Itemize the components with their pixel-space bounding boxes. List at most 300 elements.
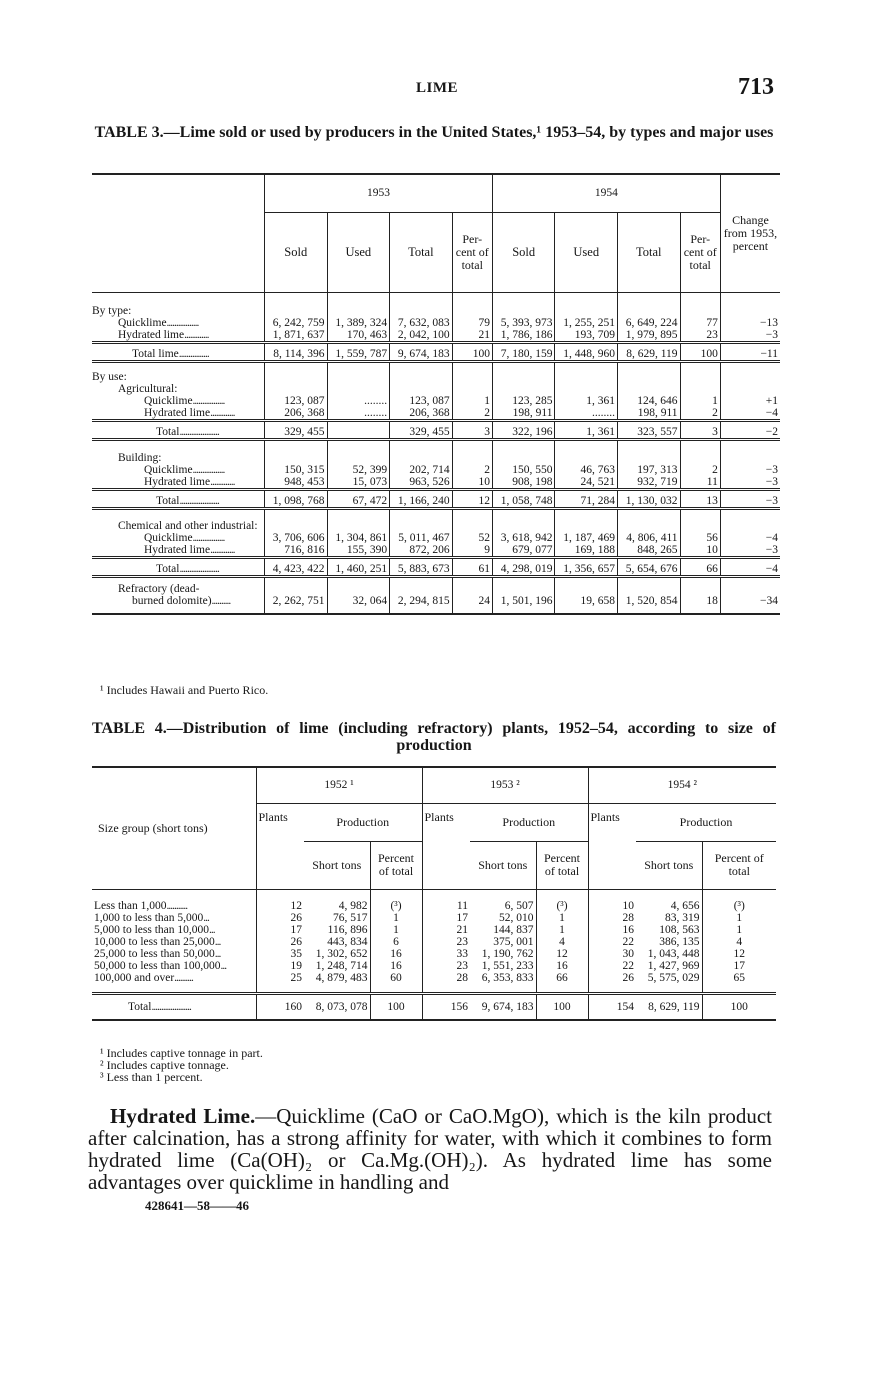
table-cell: 1, 460, 251 xyxy=(327,558,390,577)
table-cell: 322, 196 xyxy=(492,421,555,440)
table-cell-empty xyxy=(680,383,720,395)
table-cell: −11 xyxy=(720,342,780,361)
table-cell: −4 xyxy=(720,407,780,421)
table-cell-empty xyxy=(265,583,328,595)
table-cell: 375, 001 xyxy=(493,935,534,948)
row-label: 1,000 to less than 5,000... xyxy=(94,911,209,924)
table-cell: 198, 911 xyxy=(492,407,555,421)
table-cell: 1 xyxy=(702,912,776,924)
table-cell: 116, 896 xyxy=(327,923,368,936)
table-cell: 872, 206 xyxy=(390,544,453,558)
table-cell: 7, 632, 083 xyxy=(390,317,453,329)
table-cell-empty xyxy=(492,383,555,395)
table-cell: 60 xyxy=(370,972,422,994)
row-label: 100,000 and over.......... xyxy=(94,971,193,984)
table-cell: 6, 507 xyxy=(504,899,534,912)
table-cell: 17 xyxy=(702,960,776,972)
t4-shorttons-1954: Short tons xyxy=(636,841,702,889)
table-cell: 6, 649, 224 xyxy=(618,317,681,329)
table-cell: 3 xyxy=(452,421,492,440)
table-row xyxy=(92,948,776,960)
table-cell: −4 xyxy=(720,532,780,544)
t4-percent-1952: Percent of total xyxy=(370,841,422,889)
table-cell-empty xyxy=(555,292,618,317)
table-cell-empty xyxy=(720,446,780,464)
table-row xyxy=(92,317,780,329)
table-cell: 1, 979, 895 xyxy=(618,329,681,343)
table-cell: 9 xyxy=(452,544,492,558)
t4-percent-1954: Percent of total xyxy=(702,841,776,889)
table-cell: 1, 302, 652 xyxy=(315,947,368,960)
table-cell: 197, 313 xyxy=(618,464,681,476)
table-cell: 1, 043, 448 xyxy=(647,947,700,960)
table-cell-empty xyxy=(555,514,618,532)
table-cell: 1, 166, 240 xyxy=(390,489,453,508)
table-cell: 56 xyxy=(680,532,720,544)
table-cell: 1, 871, 637 xyxy=(265,329,328,343)
table-cell: 443, 834 xyxy=(327,935,368,948)
table-cell: (³) xyxy=(370,889,422,912)
table-cell: 61 xyxy=(452,558,492,577)
table-cell: 8, 114, 396 xyxy=(265,342,328,361)
table-cell: 18 xyxy=(680,595,720,614)
table-cell: 5, 883, 673 xyxy=(390,558,453,577)
t4-footnote: ¹ Includes captive tonnage in part. xyxy=(100,1046,263,1060)
leader-dots: ................. xyxy=(166,316,199,329)
table-row xyxy=(92,407,780,421)
table-cell: 52, 399 xyxy=(327,464,390,476)
table-cell: 5, 654, 676 xyxy=(618,558,681,577)
leader-dots: ............. xyxy=(184,328,209,341)
table-cell: 170, 463 xyxy=(327,329,390,343)
table-cell: 35 xyxy=(256,948,304,960)
table-cell: 100 xyxy=(680,342,720,361)
table-cell-empty xyxy=(492,446,555,464)
row-label: Building: xyxy=(118,451,162,464)
table-total-row xyxy=(92,342,780,361)
t4-size-header: Size group (short tons) xyxy=(92,767,256,889)
row-label: Hydrated lime............. xyxy=(118,328,209,341)
row-label: Refractory (dead- xyxy=(118,582,200,595)
table-total-row xyxy=(92,421,780,440)
table-row xyxy=(92,972,776,994)
table-cell: ........ xyxy=(555,407,618,421)
row-label: Hydrated lime............. xyxy=(144,544,235,556)
table-cell: 66 xyxy=(536,972,588,994)
table-row xyxy=(92,476,780,490)
table-cell: 1, 356, 657 xyxy=(555,558,618,577)
table-cell-empty xyxy=(492,367,555,383)
table-cell: ........ xyxy=(327,407,390,421)
table-cell-empty xyxy=(618,383,681,395)
row-label: 10,000 to less than 25,000... xyxy=(94,935,221,948)
table-cell: 206, 368 xyxy=(390,407,453,421)
t4-production-1953: Production xyxy=(470,803,588,841)
row-label: Hydrated lime............. xyxy=(144,475,235,488)
table-cell-empty xyxy=(680,514,720,532)
table-cell-empty xyxy=(618,292,681,317)
row-label: Total..................... xyxy=(92,993,256,1020)
table-cell: 76, 517 xyxy=(333,911,368,924)
leader-dots: ... xyxy=(214,935,221,948)
t4-footnote: ³ Less than 1 percent. xyxy=(100,1070,203,1084)
table-cell: 4, 423, 422 xyxy=(265,558,328,577)
table-cell: 4, 879, 483 xyxy=(315,971,368,984)
table-cell-empty xyxy=(390,446,453,464)
table-cell-empty xyxy=(265,367,328,383)
t3-col-header: Per-cent of total xyxy=(452,212,492,292)
table-cell: 7, 180, 159 xyxy=(492,342,555,361)
table-cell: 155, 390 xyxy=(327,544,390,558)
table-cell-empty xyxy=(680,292,720,317)
row-label: Quicklime................. xyxy=(144,395,225,407)
table-cell-empty xyxy=(327,446,390,464)
table-cell-empty xyxy=(555,446,618,464)
t3-change-header: Change from 1953, percent xyxy=(720,174,780,292)
table-row xyxy=(92,532,780,544)
table-cell: 908, 198 xyxy=(492,476,555,490)
table-cell: 24, 521 xyxy=(555,476,618,490)
t3-col-header: Sold xyxy=(492,212,555,292)
table-cell: 323, 557 xyxy=(618,421,681,440)
table-cell-empty xyxy=(618,583,681,595)
table-cell: 848, 265 xyxy=(618,544,681,558)
row-label: Quicklime................. xyxy=(118,316,199,329)
table-cell: 16 xyxy=(588,924,636,936)
t3-col-header: Sold xyxy=(265,212,328,292)
table-cell-empty xyxy=(390,367,453,383)
leader-dots: ..................... xyxy=(151,1000,191,1013)
table-cell: 1, 304, 861 xyxy=(327,532,390,544)
table-cell: 2 xyxy=(680,464,720,476)
table-cell-empty xyxy=(452,292,492,317)
row-label: By type: xyxy=(92,304,132,317)
table-cell: 12 xyxy=(702,948,776,960)
table-cell: 1, 058, 748 xyxy=(492,489,555,508)
table-cell: 65 xyxy=(702,972,776,994)
table-cell: 100 xyxy=(536,993,588,1020)
table-cell: 19 xyxy=(256,960,304,972)
table-cell: 1, 427, 969 xyxy=(647,959,700,972)
table-row xyxy=(92,960,776,972)
table-cell: 6 xyxy=(370,936,422,948)
table-cell: 108, 563 xyxy=(659,923,700,936)
t4-year-1953: 1953 ² xyxy=(422,767,588,803)
table-cell-empty xyxy=(618,367,681,383)
table-cell: 4, 806, 411 xyxy=(618,532,681,544)
table-total-row xyxy=(92,993,776,1020)
table-cell: 3, 618, 942 xyxy=(492,532,555,544)
table-cell: 1, 501, 196 xyxy=(492,595,555,614)
row-label: By use: xyxy=(92,371,127,383)
row-label: Less than 1,000........... xyxy=(94,899,188,912)
table-cell-empty xyxy=(452,383,492,395)
table-cell: 1 xyxy=(452,395,492,407)
row-label: Hydrated lime............. xyxy=(144,407,235,419)
paragraph-heading: Hydrated Lime. xyxy=(110,1104,256,1128)
table-cell: 79 xyxy=(452,317,492,329)
table-cell: 26 xyxy=(256,912,304,924)
table-row xyxy=(92,924,776,936)
table-cell: 1, 786, 186 xyxy=(492,329,555,343)
table-cell: 25 xyxy=(256,972,304,994)
table-cell: 1, 361 xyxy=(555,421,618,440)
row-label: Quicklime................. xyxy=(144,532,225,544)
table-cell: 3, 706, 606 xyxy=(265,532,328,544)
table-cell: 16 xyxy=(370,948,422,960)
table-cell: 100 xyxy=(452,342,492,361)
table-cell-empty xyxy=(327,583,390,595)
leader-dots: ............. xyxy=(210,544,235,556)
table-cell: 1, 559, 787 xyxy=(327,342,390,361)
table-cell: 2 xyxy=(452,407,492,421)
table-cell-empty xyxy=(452,367,492,383)
table-cell: 154 xyxy=(588,993,636,1020)
t4-year-1952: 1952 ¹ xyxy=(256,767,422,803)
table-cell: 33 xyxy=(422,948,470,960)
table-row xyxy=(92,514,780,532)
table-cell: 71, 284 xyxy=(555,489,618,508)
t4-production-1952: Production xyxy=(304,803,422,841)
table-cell: 66 xyxy=(680,558,720,577)
table-row xyxy=(92,889,776,912)
row-label: Agricultural: xyxy=(118,383,178,395)
table-cell: 716, 816 xyxy=(265,544,328,558)
table-cell: 1, 190, 762 xyxy=(481,947,534,960)
row-label: Chemical and other industrial: xyxy=(118,520,258,532)
table-cell: 1, 361 xyxy=(555,395,618,407)
table-cell: 21 xyxy=(422,924,470,936)
table-cell: 15, 073 xyxy=(327,476,390,490)
table-cell: 2, 294, 815 xyxy=(390,595,453,614)
table-cell: 1, 551, 233 xyxy=(481,959,534,972)
row-label: burned dolomite).......... xyxy=(92,595,265,614)
body-paragraph xyxy=(88,1105,772,1193)
leader-dots: ..................... xyxy=(179,563,219,575)
table-cell: 963, 526 xyxy=(390,476,453,490)
table-cell: 4, 982 xyxy=(338,899,368,912)
t4-plants-1952: Plants xyxy=(256,803,304,889)
table-cell: 169, 188 xyxy=(555,544,618,558)
row-label: Total lime................ xyxy=(92,342,265,361)
t3-year-1954: 1954 xyxy=(492,174,720,212)
table-cell: 67, 472 xyxy=(327,489,390,508)
table-cell: 2, 042, 100 xyxy=(390,329,453,343)
table-cell: 77 xyxy=(680,317,720,329)
table4 xyxy=(92,766,776,1021)
table-cell: 4, 298, 019 xyxy=(492,558,555,577)
table-cell: 2 xyxy=(452,464,492,476)
t3-col-header: Total xyxy=(618,212,681,292)
table-cell: 23 xyxy=(680,329,720,343)
table-row xyxy=(92,367,780,383)
table-cell: 1 xyxy=(702,924,776,936)
table-cell: 12 xyxy=(536,948,588,960)
table-cell-empty xyxy=(452,446,492,464)
table-cell: 8, 629, 119 xyxy=(636,993,702,1020)
table-cell: −13 xyxy=(720,317,780,329)
table-cell: −3 xyxy=(720,544,780,558)
t4-production-1954: Production xyxy=(636,803,776,841)
table-cell: 206, 368 xyxy=(265,407,328,421)
leader-dots: ........... xyxy=(166,899,188,912)
table-cell: 5, 393, 973 xyxy=(492,317,555,329)
table-cell-empty xyxy=(390,583,453,595)
table-cell: 329, 455 xyxy=(265,421,328,440)
table-cell-empty xyxy=(265,514,328,532)
table-cell: 5, 575, 029 xyxy=(647,971,700,984)
table-cell: 1, 255, 251 xyxy=(555,317,618,329)
leader-dots: .......... xyxy=(174,971,193,984)
table-cell-empty xyxy=(555,367,618,383)
table-cell: 1 xyxy=(680,395,720,407)
table-cell: 46, 763 xyxy=(555,464,618,476)
table-cell: 8, 073, 078 xyxy=(304,993,370,1020)
table-row xyxy=(92,383,780,395)
table-cell: 4 xyxy=(536,936,588,948)
leader-dots: ..................... xyxy=(179,426,219,438)
table-cell: 123, 285 xyxy=(492,395,555,407)
table-cell: 21 xyxy=(452,329,492,343)
table-cell: 10 xyxy=(452,476,492,490)
table-cell: −3 xyxy=(720,464,780,476)
table-cell: 16 xyxy=(370,960,422,972)
table3-footnote: ¹ Includes Hawaii and Puerto Rico. xyxy=(100,683,269,697)
table-cell: 9, 674, 183 xyxy=(390,342,453,361)
table-cell: 679, 077 xyxy=(492,544,555,558)
table-cell: 26 xyxy=(256,936,304,948)
table-cell: 30 xyxy=(588,948,636,960)
running-header: LIME xyxy=(415,80,458,96)
t3-col-header: Used xyxy=(555,212,618,292)
table-cell: 932, 719 xyxy=(618,476,681,490)
leader-dots: ... xyxy=(214,947,221,960)
table-cell: 17 xyxy=(256,924,304,936)
print-code: 428641—58——46 xyxy=(145,1198,249,1213)
table-cell: 1, 520, 854 xyxy=(618,595,681,614)
table-cell: 386, 135 xyxy=(659,935,700,948)
table-cell-empty xyxy=(680,446,720,464)
table-cell: 11 xyxy=(680,476,720,490)
table-row xyxy=(92,329,780,343)
table-cell: −4 xyxy=(720,558,780,577)
table-cell: 17 xyxy=(422,912,470,924)
t4-year-1954: 1954 ² xyxy=(588,767,776,803)
row-label: 50,000 to less than 100,000... xyxy=(94,959,227,972)
leader-dots: ................. xyxy=(192,532,225,544)
table-cell-empty xyxy=(452,514,492,532)
table4-caption: TABLE 4.—Distribution of lime (including refractory) plants, 1952–54, according to size of production xyxy=(92,720,776,754)
table-cell-empty xyxy=(327,292,390,317)
table-row xyxy=(92,544,780,558)
table-cell: 3 xyxy=(680,421,720,440)
table-cell: 16 xyxy=(536,960,588,972)
table-cell-empty xyxy=(452,583,492,595)
t3-col-header: Per-cent of total xyxy=(680,212,720,292)
table-cell-empty xyxy=(555,383,618,395)
table-cell: 198, 911 xyxy=(618,407,681,421)
leader-dots: ... xyxy=(209,923,215,936)
table-cell: 10 xyxy=(588,889,636,912)
table-cell: 1 xyxy=(536,912,588,924)
table-cell-empty xyxy=(327,367,390,383)
table-cell-empty xyxy=(720,367,780,383)
row-label: Total..................... xyxy=(92,421,265,440)
table4-footnotes xyxy=(100,1047,263,1083)
table-cell: 5, 011, 467 xyxy=(390,532,453,544)
leader-dots: ... xyxy=(220,959,227,972)
table-cell: 10 xyxy=(680,544,720,558)
table-cell: 150, 550 xyxy=(492,464,555,476)
table-cell: 2, 262, 751 xyxy=(265,595,328,614)
leader-dots: ................ xyxy=(178,347,209,360)
table-cell: 52 xyxy=(452,532,492,544)
t3-col-header: Used xyxy=(327,212,390,292)
table-cell: 23 xyxy=(422,936,470,948)
table-total-row xyxy=(92,489,780,508)
table-cell: −3 xyxy=(720,476,780,490)
table-cell: 193, 709 xyxy=(555,329,618,343)
table-cell-empty xyxy=(327,383,390,395)
table-cell: 144, 837 xyxy=(493,923,534,936)
leader-dots: ................. xyxy=(192,463,225,476)
table-cell: 1, 389, 324 xyxy=(327,317,390,329)
table-cell-empty xyxy=(265,292,328,317)
table-cell: 4, 656 xyxy=(670,899,700,912)
table-cell: 4 xyxy=(702,936,776,948)
table-cell: 11 xyxy=(422,889,470,912)
table-cell: 8, 629, 119 xyxy=(618,342,681,361)
table-cell: 123, 087 xyxy=(390,395,453,407)
table-cell: 1, 130, 032 xyxy=(618,489,681,508)
leader-dots: .......... xyxy=(211,594,231,607)
table-total-row xyxy=(92,558,780,577)
paragraph-text: —Quicklime (CaO or CaO.MgO), which is the kiln product after calcination, has a strong affinity for water, with which it combines to form hydrated lime (Ca(OH)₂ or Ca.Mg.(OH)₂). As hydrated lime has some advantages over quicklime in handling and xyxy=(88,1104,773,1194)
table-cell-empty xyxy=(720,383,780,395)
table-row xyxy=(92,936,776,948)
table-cell: 1, 098, 768 xyxy=(265,489,328,508)
t4-shorttons-1953: Short tons xyxy=(470,841,536,889)
table-cell-empty xyxy=(327,514,390,532)
table-cell: 1, 248, 714 xyxy=(315,959,368,972)
table-cell: 22 xyxy=(588,936,636,948)
t4-plants-1953: Plants xyxy=(422,803,470,889)
table-cell: 1 xyxy=(536,924,588,936)
table-cell: +1 xyxy=(720,395,780,407)
table-cell: 19, 658 xyxy=(555,595,618,614)
table-cell: −3 xyxy=(720,329,780,343)
table-cell-empty xyxy=(390,514,453,532)
t3-col-header: Total xyxy=(390,212,453,292)
table-cell-empty xyxy=(618,446,681,464)
table-cell: 9, 674, 183 xyxy=(470,993,536,1020)
table-cell-empty xyxy=(265,446,328,464)
table3 xyxy=(92,173,780,615)
table-cell: 32, 064 xyxy=(327,595,390,614)
table-cell: 13 xyxy=(680,489,720,508)
table-row xyxy=(92,464,780,476)
table-cell: −34 xyxy=(720,595,780,614)
table-cell: −3 xyxy=(720,489,780,508)
leader-dots: ..................... xyxy=(179,494,219,507)
table-cell-empty xyxy=(492,583,555,595)
table-row xyxy=(92,583,780,595)
table-cell: 6, 353, 833 xyxy=(481,971,534,984)
table3-caption: TABLE 3.—Lime sold or used by producers in the United States,¹ 1953–54, by types and major uses xyxy=(94,124,774,141)
table-cell: 26 xyxy=(588,972,636,994)
table-cell: 1 xyxy=(370,924,422,936)
leader-dots: ................. xyxy=(192,395,225,407)
